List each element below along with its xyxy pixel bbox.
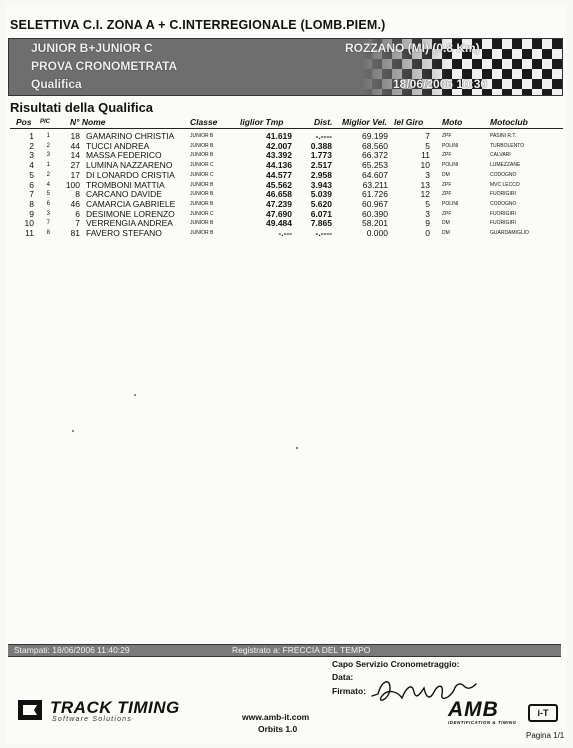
- result-sheet: [6, 4, 567, 744]
- cell-name: LUMINA NAZZARENO: [86, 160, 173, 171]
- col-best-speed: Miglior Vel.: [342, 117, 388, 127]
- cell-number: 17: [70, 169, 80, 180]
- cell-lap: 3: [425, 208, 430, 219]
- cell-best-speed: 0.000: [366, 228, 388, 238]
- cell-pic: 5: [46, 191, 50, 198]
- cell-classe: JUNIOR C: [190, 162, 214, 169]
- cell-lap: 13: [420, 179, 430, 190]
- cell-lap: 12: [420, 189, 430, 200]
- cell-best-time: -.---: [278, 228, 292, 238]
- cell-name: DI LONARDO CRISTIA: [86, 169, 175, 180]
- cell-dist: -.----: [315, 131, 332, 141]
- cell-name: CAMARCIA GABRIELE: [86, 198, 176, 209]
- cell-number: 27: [70, 160, 80, 171]
- cell-dist: 1.773: [310, 150, 332, 161]
- amb-logo-text: AMB: [448, 698, 499, 721]
- cell-pos: 10: [24, 218, 34, 229]
- cell-moto: ZPF: [442, 191, 452, 198]
- cell-classe: JUNIOR C: [190, 171, 214, 178]
- cell-classe: JUNIOR B: [190, 152, 214, 159]
- track-timing-mark-icon: [18, 700, 42, 720]
- cell-pos: 2: [29, 140, 34, 151]
- cell-best-time: 46.658: [266, 189, 292, 200]
- cell-name: CARCANO DAVIDE: [86, 189, 162, 200]
- cell-name: VERRENGIA ANDREA: [86, 218, 173, 229]
- cell-best-speed: 58.201: [362, 218, 388, 229]
- signed-label: Firmato:: [332, 686, 366, 696]
- footer-bar: [8, 644, 561, 657]
- date-label: Data:: [332, 672, 354, 682]
- cell-dist: 3.943: [310, 179, 332, 190]
- amb-tagline: IDENTIFICATION & TIMING: [448, 720, 517, 725]
- page-number: Pagina 1/1: [526, 731, 565, 740]
- cell-classe: JUNIOR B: [190, 230, 214, 236]
- cell-dist: 0.388: [310, 140, 332, 151]
- cell-classe: JUNIOR B: [190, 181, 214, 188]
- amb-it-badge: i-T: [528, 704, 558, 722]
- timing-chief-label: Capo Servizio Cronometraggio:: [332, 659, 460, 669]
- cell-best-speed: 60.967: [362, 198, 388, 209]
- cell-pos: 11: [25, 228, 34, 238]
- col-pic: PIC: [40, 119, 51, 125]
- cell-name: TUCCI ANDREA: [86, 140, 150, 151]
- cell-number: 6: [75, 208, 80, 219]
- cell-best-time: 47.239: [266, 198, 292, 209]
- table-row: [10, 228, 563, 239]
- cell-name: TROMBONI MATTIA: [86, 179, 165, 190]
- cell-best-speed: 61.726: [362, 189, 388, 200]
- cell-best-time: 41.619: [266, 131, 292, 141]
- cell-lap: 5: [425, 198, 430, 209]
- cell-best-time: 44.136: [266, 160, 292, 171]
- cell-pos: 1: [29, 131, 34, 141]
- cell-name: GAMARINO CHRISTIA: [86, 131, 175, 141]
- cell-number: 7: [75, 218, 80, 229]
- cell-pic: 4: [46, 181, 50, 188]
- cell-best-time: 44.577: [266, 169, 292, 180]
- section-title: Risultati della Qualifica: [10, 100, 154, 115]
- session-banner: [8, 38, 563, 96]
- cell-dist: 5.039: [310, 189, 332, 200]
- cell-dist: 5.620: [310, 198, 332, 209]
- cell-best-speed: 60.390: [362, 208, 388, 219]
- cell-pos: 3: [29, 150, 34, 161]
- datetime-label: 18/06/2006 10:30: [393, 77, 488, 91]
- cell-best-speed: 68.560: [362, 140, 388, 151]
- cell-motoclub: GUARDAMIGLIO: [490, 230, 529, 236]
- cell-best-speed: 69.199: [362, 131, 388, 141]
- cell-moto: DM: [442, 220, 450, 227]
- cell-pos: 5: [29, 169, 34, 180]
- cell-classe: JUNIOR B: [190, 220, 214, 227]
- col-dist: Dist.: [314, 117, 333, 127]
- cell-motoclub: TURBOLENTO: [490, 142, 525, 149]
- cell-pic: 1: [46, 162, 50, 169]
- scan-speck: [134, 394, 136, 396]
- registered-by: Registrato a: FRECCIA DEL TEMPO: [232, 645, 371, 655]
- location-label: ROZZANO (MI) (0.8 Km): [345, 41, 480, 55]
- col-best-time: liglior Tmp: [240, 117, 284, 127]
- col-lap: lel Giro: [394, 117, 424, 127]
- cell-pic: 7: [46, 220, 50, 227]
- cell-moto: ZPF: [442, 181, 452, 188]
- header-rule: [10, 128, 563, 129]
- cell-classe: JUNIOR B: [190, 191, 214, 198]
- cell-motoclub: FUORIGIRI: [490, 220, 516, 227]
- cell-motoclub: LUMEZZANE: [490, 162, 521, 169]
- col-moto: Moto: [442, 117, 463, 127]
- cell-classe: JUNIOR B: [190, 133, 214, 139]
- cell-dist: -.----: [315, 228, 332, 238]
- cell-lap: 0: [425, 228, 430, 238]
- session-type-label: PROVA CRONOMETRATA: [31, 59, 178, 73]
- printed-timestamp: Stampati: 18/06/2006 11:40:29: [14, 645, 130, 655]
- cell-moto: ZPF: [442, 133, 452, 139]
- cell-number: 100: [65, 179, 80, 190]
- col-pos: Pos: [16, 117, 32, 127]
- category-label: JUNIOR B+JUNIOR C: [31, 41, 153, 55]
- cell-dist: 6.071: [310, 208, 332, 219]
- scan-speck: [72, 430, 74, 432]
- cell-motoclub: CODOGNO: [490, 171, 517, 178]
- cell-motoclub: PASINI R.T.: [490, 133, 517, 139]
- cell-number: 8: [75, 189, 80, 200]
- cell-pic: 3: [46, 152, 50, 159]
- cell-number: 18: [70, 131, 80, 141]
- software-version: Orbits 1.0: [258, 724, 298, 734]
- cell-pic: 2: [46, 142, 50, 149]
- col-num-name: N° Nome: [70, 117, 106, 127]
- cell-motoclub: CODOGNO: [490, 200, 517, 207]
- cell-motoclub: FUORIGIRI: [490, 191, 516, 198]
- cell-classe: JUNIOR B: [190, 200, 214, 207]
- cell-best-time: 45.562: [266, 179, 292, 190]
- cell-number: 14: [70, 150, 80, 161]
- cell-name: DESIMONE LORENZO: [86, 208, 175, 219]
- cell-lap: 10: [420, 160, 430, 171]
- cell-number: 81: [70, 228, 80, 238]
- cell-motoclub: FUORIGIRI: [490, 210, 516, 217]
- cell-pos: 8: [29, 198, 34, 209]
- scan-speck: [296, 447, 298, 449]
- cell-dist: 2.958: [310, 169, 332, 180]
- cell-number: 46: [70, 198, 80, 209]
- cell-classe: JUNIOR C: [190, 210, 214, 217]
- cell-name: MASSA FEDERICO: [86, 150, 162, 161]
- cell-lap: 9: [425, 218, 430, 229]
- cell-lap: 5: [425, 140, 430, 151]
- cell-best-speed: 64.607: [362, 169, 388, 180]
- cell-moto: DM: [442, 230, 450, 236]
- cell-motoclub: MVC LECCO: [490, 181, 520, 188]
- cell-dist: 7.865: [310, 218, 332, 229]
- cell-motoclub: CALVARI: [490, 152, 511, 159]
- track-timing-logo: [18, 698, 188, 724]
- cell-moto: POLINI: [442, 200, 459, 207]
- cell-best-time: 42.007: [266, 140, 292, 151]
- cell-pic: 8: [46, 230, 50, 236]
- cell-pic: 6: [46, 200, 50, 207]
- cell-lap: 11: [421, 150, 430, 161]
- cell-pic: 2: [46, 171, 50, 178]
- cell-moto: POLINI: [442, 142, 459, 149]
- cell-moto: ZPF: [442, 210, 452, 217]
- cell-lap: 3: [425, 169, 430, 180]
- cell-classe: JUNIOR B: [190, 142, 214, 149]
- cell-pos: 9: [29, 208, 34, 219]
- cell-name: FAVERO STEFANO: [86, 228, 162, 238]
- cell-pos: 7: [29, 189, 34, 200]
- cell-pos: 4: [29, 160, 34, 171]
- cell-pos: 6: [29, 179, 34, 190]
- cell-lap: 7: [425, 131, 430, 141]
- cell-best-speed: 66.372: [362, 150, 388, 161]
- cell-moto: POLINI: [442, 162, 459, 169]
- session-name-label: Qualifica: [31, 77, 82, 91]
- cell-number: 44: [70, 140, 80, 151]
- cell-dist: 2.517: [310, 160, 332, 171]
- website-text: www.amb-it.com: [242, 712, 310, 722]
- cell-pic: 3: [46, 210, 50, 217]
- cell-best-time: 47.690: [266, 208, 292, 219]
- cell-pic: 1: [46, 133, 50, 139]
- track-timing-name: TRACK TIMING: [50, 698, 180, 717]
- cell-best-speed: 65.253: [362, 160, 388, 171]
- amb-logo: [448, 700, 558, 726]
- track-timing-tagline: Software Solutions: [52, 716, 132, 723]
- event-title: SELETTIVA C.I. ZONA A + C.INTERREGIONALE (LOMB.PIEM.): [10, 18, 386, 32]
- cell-best-speed: 63.211: [362, 179, 388, 190]
- col-classe: Classe: [190, 117, 218, 127]
- cell-moto: ZPF: [442, 152, 452, 159]
- cell-moto: DM: [442, 171, 450, 178]
- col-motoclub: Motoclub: [490, 117, 528, 127]
- cell-best-time: 43.392: [266, 150, 292, 161]
- cell-best-time: 49.484: [266, 218, 292, 229]
